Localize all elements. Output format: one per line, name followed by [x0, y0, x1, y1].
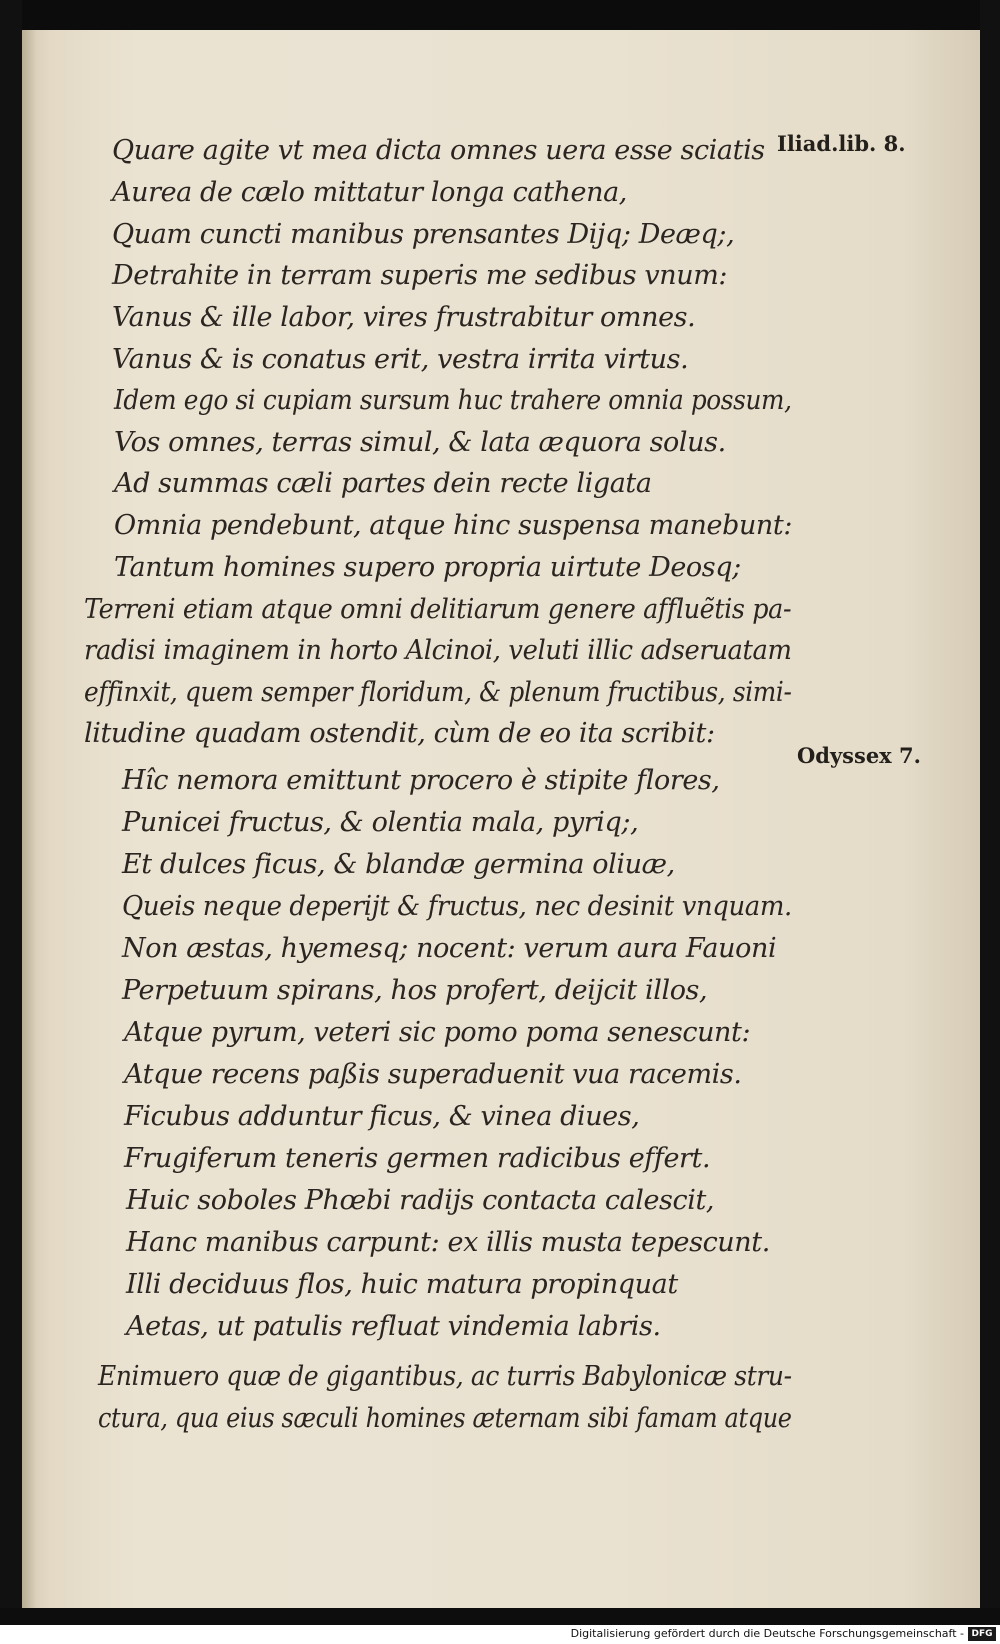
digitization-footer — [0, 1625, 1000, 1644]
verse-line: Detrahite in terram superis me sedibus vnum: — [112, 260, 728, 291]
verse-line: Quam cuncti manibus prensantes Dijq; Deæq;, — [112, 219, 735, 250]
prose-line: Terreni etiam atque omni delitiarum genere affluẽtis pa- — [84, 594, 792, 625]
verse-line: Hîc nemora emittunt procero è stipite flores, — [122, 765, 720, 796]
verse-line: Tantum homines supero propria uirtute Deosq; — [114, 552, 741, 583]
verse-line: Ficubus adduntur ficus, & vinea diues, — [124, 1101, 640, 1132]
verse-line: Omnia pendebunt, atque hinc suspensa manebunt: — [114, 510, 793, 541]
verse-line: Quare agite vt mea dicta omnes uera esse sciatis — [112, 135, 765, 166]
prose-line: radisi imaginem in horto Alcinoi, veluti illic adseruatam — [84, 635, 792, 666]
verse-line: Non æstas, hyemesq; nocent: verum aura Fauoni — [122, 933, 777, 964]
dfg-logo: DFG — [968, 1627, 996, 1641]
scan-frame-right — [980, 0, 1000, 1644]
verse-line: Perpetuum spirans, hos profert, deijcit illos, — [122, 975, 708, 1006]
book-page — [22, 30, 980, 1608]
verse-line: Atque recens paßis superaduenit vua racemis. — [124, 1059, 742, 1090]
verse-line: Aetas, ut patulis refluat vindemia labris. — [126, 1311, 661, 1342]
verse-line: Hanc manibus carpunt: ex illis musta tepescunt. — [126, 1227, 770, 1258]
verse-line: Frugiferum teneris germen radicibus effert. — [124, 1143, 711, 1174]
scan-frame-left — [0, 0, 22, 1644]
verse-line: Vos omnes, terras simul, & lata æquora solus. — [114, 427, 726, 458]
verse-line: Vanus & ille labor, vires frustrabitur omnes. — [112, 302, 696, 333]
verse-line: Ad summas cæli partes dein recte ligata — [114, 468, 652, 499]
verse-line: Aurea de cælo mittatur longa cathena, — [112, 177, 627, 208]
verse-line: Illi deciduus flos, huic matura propinquat — [126, 1269, 678, 1300]
margin-note-odyssey: Odyssex 7. — [797, 743, 921, 768]
scan-frame-bottom — [0, 1608, 1000, 1625]
verse-line: Atque pyrum, veteri sic pomo poma senescunt: — [124, 1017, 751, 1048]
prose-line: litudine quadam ostendit, cùm de eo ita scribit: — [84, 718, 715, 749]
prose-line: Enimuero quæ de gigantibus, ac turris Babylonicæ stru- — [98, 1361, 792, 1392]
prose-line: ctura, qua eius sæculi homines æternam sibi famam atque — [98, 1403, 792, 1434]
verse-line: Vanus & is conatus erit, vestra irrita virtus. — [112, 344, 689, 375]
funding-credit: Digitalisierung gefördert durch die Deutsche Forschungsgemeinschaft - — [570, 1627, 964, 1640]
verse-line: Huic soboles Phœbi radijs contacta calescit, — [126, 1185, 715, 1216]
verse-line: Idem ego si cupiam sursum huc trahere omnia possum, — [114, 385, 792, 416]
margin-note-iliad: Iliad.lib. 8. — [777, 131, 906, 156]
prose-line: effinxit, quem semper floridum, & plenum fructibus, simi- — [84, 677, 792, 708]
verse-line: Et dulces ficus, & blandæ germina oliuæ, — [122, 849, 675, 880]
verse-line: Punicei fructus, & olentia mala, pyriq;, — [122, 807, 639, 838]
scan-frame-top — [0, 0, 1000, 30]
verse-line: Queis neque deperijt & fructus, nec desinit vnquam. — [122, 891, 792, 922]
